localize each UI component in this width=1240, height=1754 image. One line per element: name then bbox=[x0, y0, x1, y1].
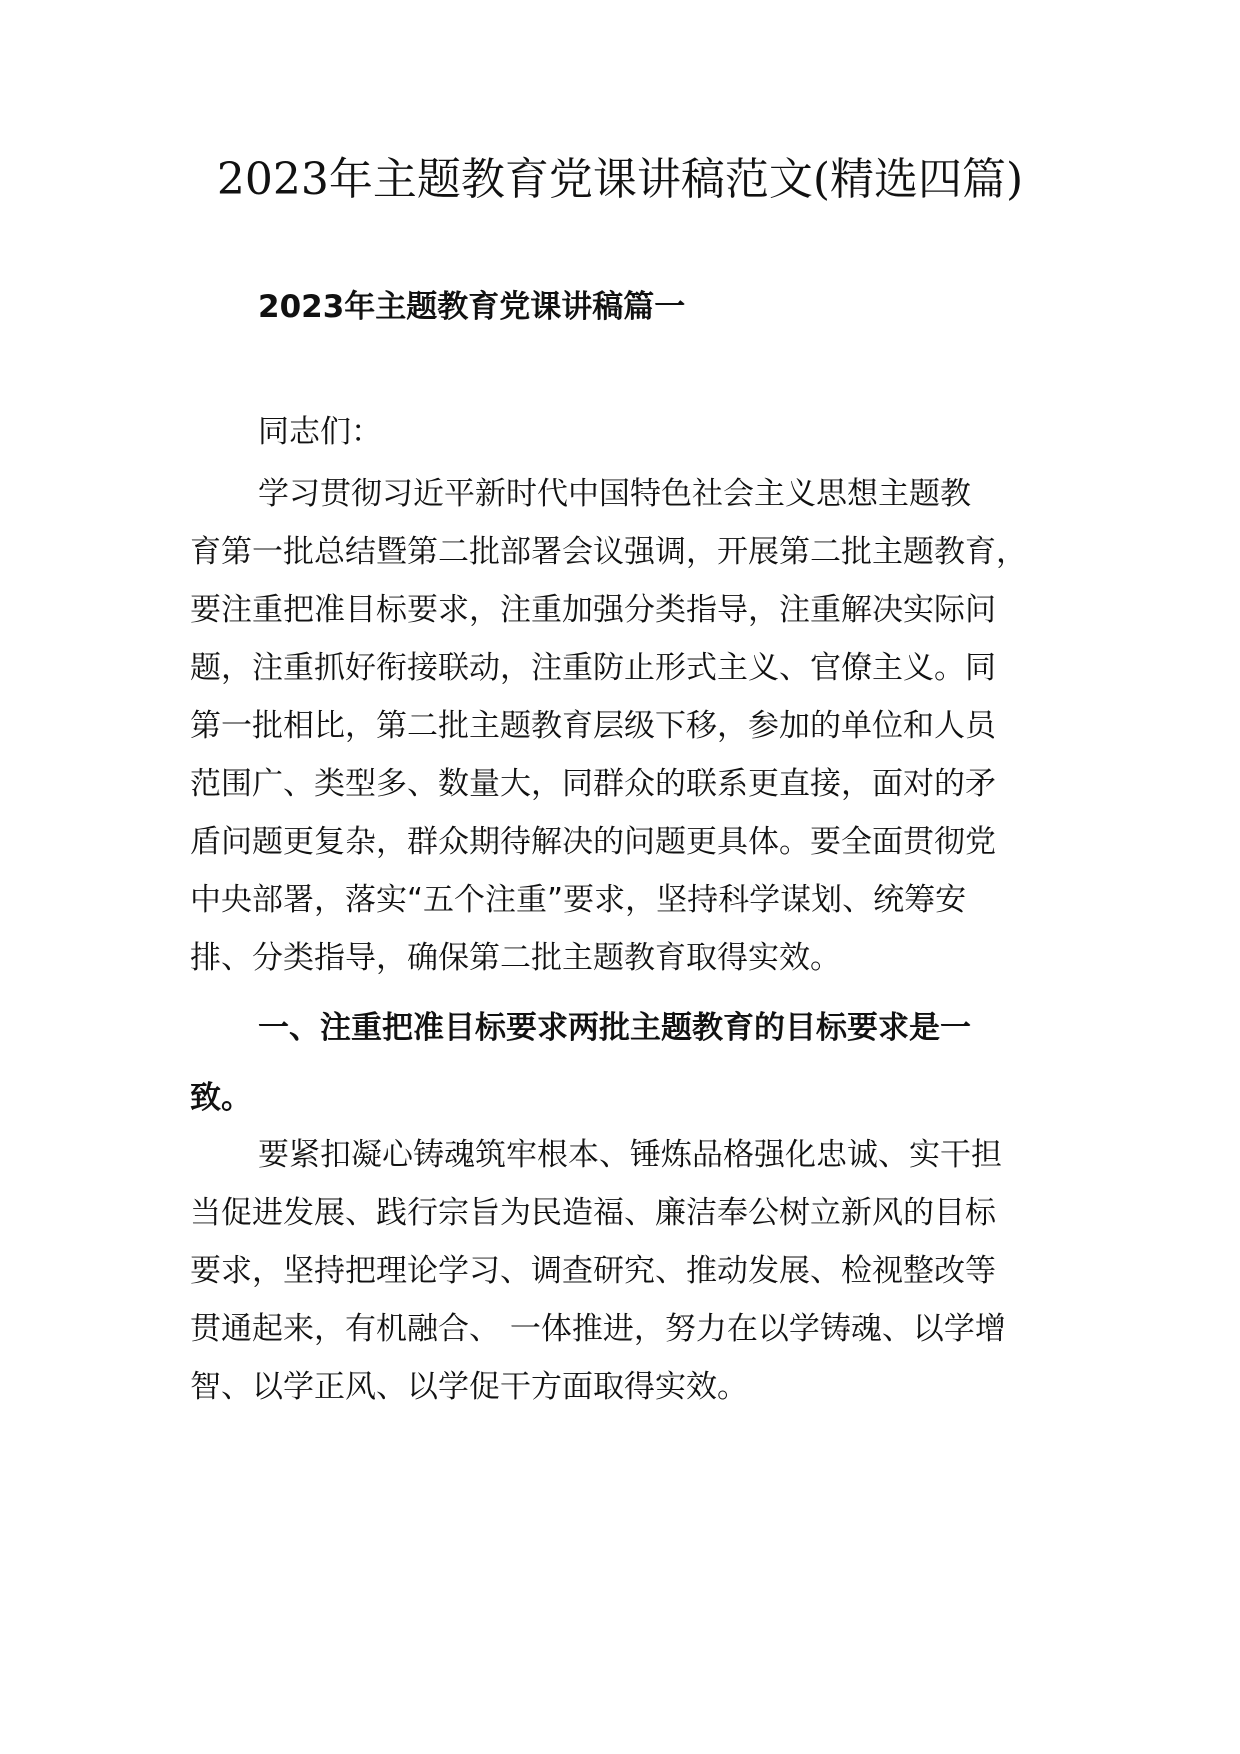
paragraph-line: 要注重把准目标要求，注重加强分类指导，注重解决实际问 bbox=[190, 592, 996, 628]
subheading-line: 致。 bbox=[190, 1080, 252, 1116]
paragraph-line: 贯通起来，有机融合、 一体推进，努力在以学铸魂、以学增 bbox=[190, 1311, 1006, 1347]
document-title: 2023年主题教育党课讲稿范文(精选四篇) bbox=[216, 154, 1024, 205]
subheading-1 bbox=[190, 993, 1070, 1133]
paragraph-1 bbox=[190, 465, 1070, 987]
paragraph-line: 要紧扣凝心铸魂筑牢根本、锤炼品格强化忠诚、实干担 bbox=[258, 1137, 1002, 1173]
paragraph-line: 题，注重抓好衔接联动，注重防止形式主义、官僚主义。同 bbox=[190, 650, 996, 686]
paragraph-line: 智、以学正风、以学促干方面取得实效。 bbox=[190, 1369, 748, 1405]
paragraph-line: 育第一批总结暨第二批部署会议强调，开展第二批主题教育， bbox=[190, 534, 1027, 570]
paragraph-line: 第一批相比，第二批主题教育层级下移，参加的单位和人员 bbox=[190, 708, 996, 744]
paragraph-line: 范围广、类型多、数量大，同群众的联系更直接，面对的矛 bbox=[190, 766, 996, 802]
paragraph-line: 中央部署，落实“五个注重”要求，坚持科学谋划、统筹安 bbox=[190, 882, 967, 918]
salutation-text: 同志们： bbox=[258, 414, 382, 450]
paragraph-line: 当促进发展、践行宗旨为民造福、廉洁奉公树立新风的目标 bbox=[190, 1195, 996, 1231]
section-heading: 2023年主题教育党课讲稿篇一 bbox=[258, 289, 686, 325]
paragraph-line: 盾问题更复杂，群众期待解决的问题更具体。要全面贯彻党 bbox=[190, 824, 996, 860]
paragraph-line: 排、分类指导，确保第二批主题教育取得实效。 bbox=[190, 940, 841, 976]
paragraph-line: 要求，坚持把理论学习、调查研究、推动发展、检视整改等 bbox=[190, 1253, 996, 1289]
paragraph-line: 学习贯彻习近平新时代中国特色社会主义思想主题教 bbox=[258, 476, 971, 512]
paragraph-2 bbox=[190, 1126, 1070, 1416]
salutation bbox=[190, 403, 1070, 461]
subheading-line: 一、注重把准目标要求两批主题教育的目标要求是一 bbox=[258, 1010, 971, 1046]
